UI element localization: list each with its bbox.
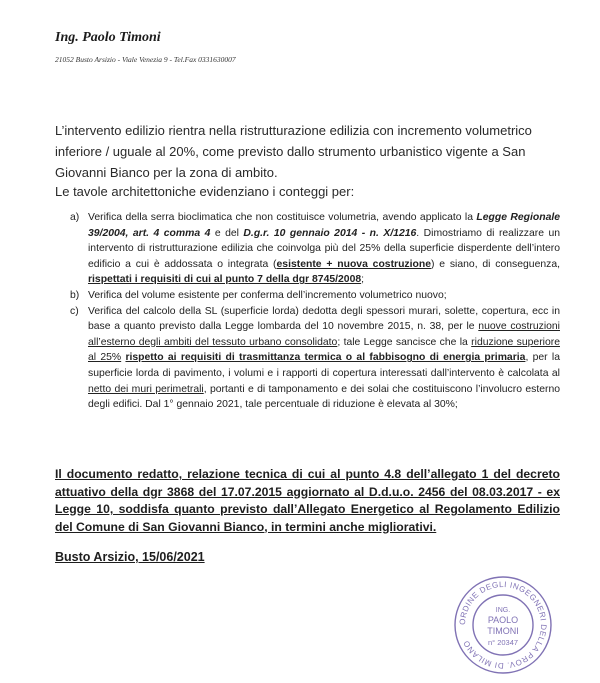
item-c-text-3: ; tale Legge sancisce che la: [337, 336, 472, 348]
item-a-text-1: Verifica della serra bioclimatica che non costituisce volumetria, avendo applicato la: [88, 212, 477, 223]
list-item-b: [70, 288, 560, 304]
list-marker-b: b): [70, 289, 80, 301]
item-b-text: Verifica del volume esistente per conferma dell’incremento volumetrico nuovo;: [88, 289, 447, 301]
letterhead: [55, 30, 236, 64]
item-c-thermal-requirements: rispetto ai requisiti di trasmittanza termica o al fabbisogno di energia primaria: [125, 352, 526, 364]
verification-list: [70, 210, 560, 413]
item-c-text-6: , per la superficie lorda di pavimento, i volumi e i rapporti di copertura interessati dall’intervento è calcolata al: [88, 352, 561, 379]
stamp-first-name: PAOLO: [487, 615, 519, 625]
letterhead-address: 21052 Busto Arsizio - Viale Venezia 9 - Tel.Fax 0331630007: [55, 55, 236, 64]
item-a-law-reference: Legge Regionale 39/2004, art. 4 comma 4: [88, 212, 561, 239]
item-a-text-7: ) e siano, di conseguenza,: [430, 258, 560, 270]
item-c-text-8: , portanti e di tamponamento e dei solai che costituiscono l’involucro esterno degli edifici. Dal 1° gennaio 2021, tale percentuale di riduzione è elevata al 30%;: [88, 383, 561, 411]
item-a-existing-new: esistente + nuova costruzione: [276, 258, 431, 270]
list-item-a: [70, 210, 560, 288]
professional-seal-stamp: [452, 574, 554, 676]
item-c-new-buildings: nuove costruzioni all’esterno degli ambiti del tessuto urbano consolidato: [88, 321, 560, 348]
list-marker-c: c): [70, 305, 79, 317]
item-c-text-1: Verifica del calcolo della SL (superficie lorda) dedotta degli spessori murari, solette, copertura, ecc in base a quanto previsto dalla Legge lombarda del 10 novembre 2015, n. 38, per le: [88, 305, 560, 333]
item-a-dgr-reference: D.g.r. 10 gennaio 2014 - n. X/1216: [243, 227, 417, 239]
item-c-reduction: riduzione superiore al 25%: [88, 336, 560, 364]
letterhead-name: Ing. Paolo Timoni: [55, 30, 161, 45]
intro-paragraph: L’intervento edilizio rientra nella ristrutturazione edilizia con incremento volumetrico inferiore / uguale al 20%, come previsto dallo strumento urbanistico vigente a San Giovanni Bianco per la zona di ambito.: [55, 123, 532, 180]
stamp-registration-number: n° 20347: [487, 638, 519, 647]
item-a-requirements: rispettati i requisiti di cui al punto 7 della dgr 8745/2008: [88, 274, 362, 286]
list-item-c: [70, 304, 560, 413]
place-date: Busto Arsizio, 15/06/2021: [55, 550, 205, 564]
item-a-text-3: e del: [210, 227, 244, 239]
stamp-ring-text: ORDINE DEGLI INGEGNERI DELLA PROV. DI MILANO: [457, 579, 549, 671]
stamp-title: ING.: [495, 607, 511, 614]
list-marker-a: a): [70, 212, 80, 223]
stamp-last-name: TIMONI: [487, 626, 519, 636]
item-a-text-9: ;: [361, 274, 365, 286]
list-intro-paragraph: Le tavole architettoniche evidenziano i conteggi per:: [55, 184, 355, 199]
item-c-perimeter-walls: netto dei muri perimetrali: [88, 383, 204, 395]
conclusion-paragraph: Il documento redatto, relazione tecnica di cui al punto 4.8 dell’allegato 1 del decreto attuativo della dgr 3868 del 17.07.2015 aggiornato al D.d.u.o. 2456 del 08.03.2017 - ex Legge 10, soddisfa quanto previsto dall’Allegato Energetico al Regolamento Edilizio del Comune di San Giovanni Bianco, in termini anche migliorativi.: [55, 467, 560, 534]
item-a-text-5: . Dimostriamo di realizzare un intervento di ristrutturazione edilizia che coinvolga più del 25% della superficie disperdente dell’intero edificio a cui è addossata o integrata (: [88, 227, 560, 270]
